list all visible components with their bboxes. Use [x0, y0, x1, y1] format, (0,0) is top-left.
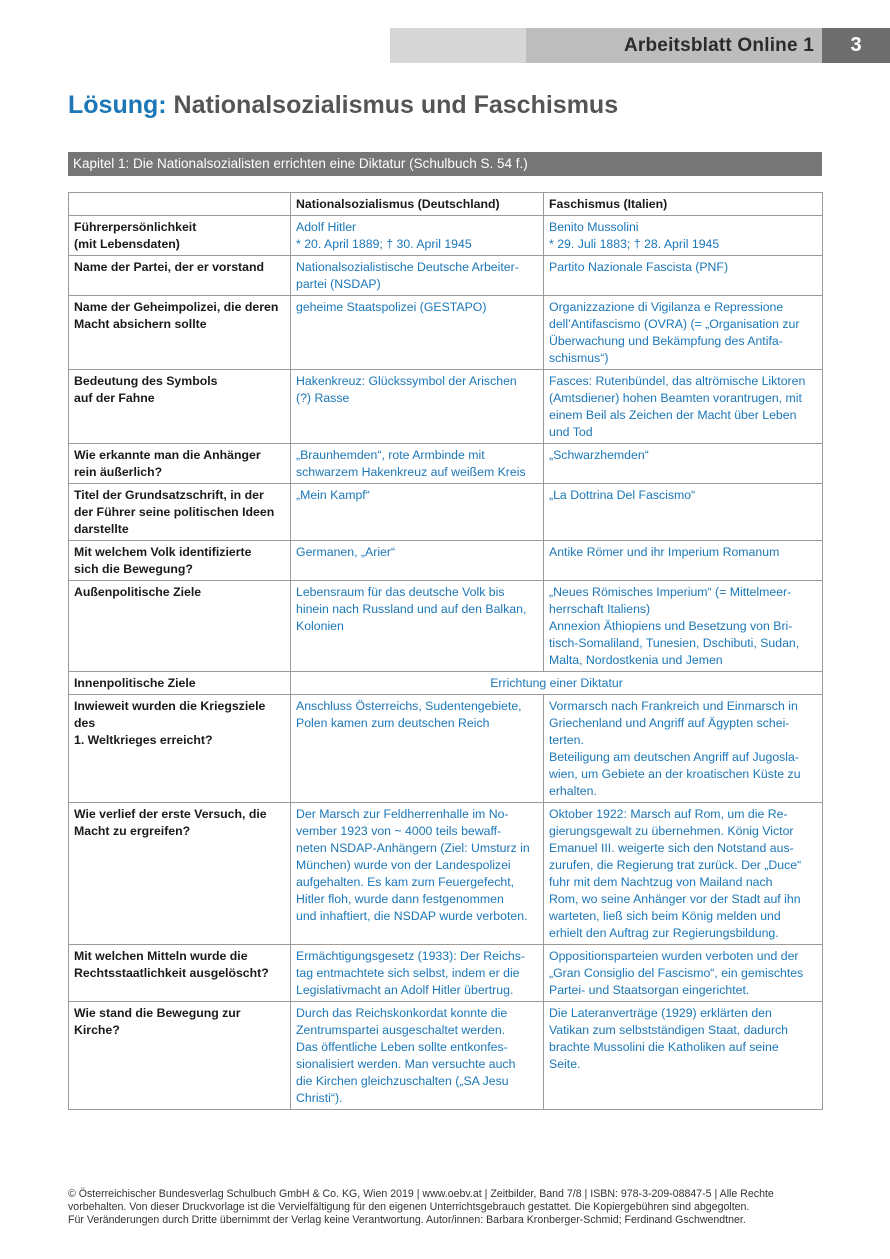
ns-answer-cell: geheime Staatspolizei (GESTAPO) — [291, 296, 544, 370]
table-row — [69, 945, 823, 1002]
comparison-table — [68, 192, 823, 1110]
header-light-segment — [390, 28, 526, 63]
fa-answer-cell: Oppositionsparteien wurden verboten und der „Gran Consiglio del Fascismo“, ein gemischtes Partei- und Staatsorgan eingerichtet. — [544, 945, 823, 1002]
ns-answer-cell: Der Marsch zur Feldherrenhalle im No- vember 1923 von ~ 4000 teils bewaff- neten NSDAP-Anhängern (Ziel: Umsturz in München) wurde von der Landespolizei aufgehalten. Es kam zum Feuergefecht, Hitler floh, wurde dann festgenommen und inhaftiert, die NSDAP wurde verboten. — [291, 803, 544, 945]
table-row — [69, 444, 823, 484]
ns-answer-cell: Nationalsozialistische Deutsche Arbeiter- partei (NSDAP) — [291, 256, 544, 296]
question-cell: Außenpolitische Ziele — [69, 581, 291, 672]
table-row — [69, 695, 823, 803]
ns-answer-cell: Anschluss Österreichs, Sudentengebiete, Polen kamen zum deutschen Reich — [291, 695, 544, 803]
footer — [68, 1188, 828, 1227]
fa-answer-cell: „La Dottrina Del Fascismo“ — [544, 484, 823, 541]
footer-line: Für Veränderungen durch Dritte übernimmt der Verlag keine Verantwortung. Autor/innen: Barbara Kronberger-Schmid; Ferdinand Gschwendtner. — [68, 1214, 746, 1226]
fa-answer-cell: „Neues Römisches Imperium“ (= Mittelmeer- herrschaft Italiens) Annexion Äthiopiens und Besetzung von Bri- tisch-Somaliland, Tunesien, Dschibuti, Sudan, Malta, Nordostkenia und Jemen — [544, 581, 823, 672]
fa-answer-cell: Oktober 1922: Marsch auf Rom, um die Re- gierungsgewalt zu übernehmen. König Victor Emanuel III. weigerte sich den Notstand aus- zurufen, die Regierung trat zurück. Der „Duce“ fuhr mit dem Nachtzug von Mailand nach Rom, wo seine Anhänger vor der Stadt auf ihn warteten, ließ sich beim König melden und erhielt den Auftrag zur Regierungsbildung. — [544, 803, 823, 945]
footer-line: © Österreichischer Bundesverlag Schulbuch GmbH & Co. KG, Wien 2019 | www.oebv.at | Zeitbilder, Band 7/8 | ISBN: 978-3-209-08847-5 | Alle Rechte — [68, 1188, 774, 1200]
column-header-ns: Nationalsozialismus (Deutschland) — [291, 193, 544, 216]
merged-answer-cell: Errichtung einer Diktatur — [291, 672, 823, 695]
question-cell: Name der Partei, der er vorstand — [69, 256, 291, 296]
fa-answer-cell: Partito Nazionale Fascista (PNF) — [544, 256, 823, 296]
question-cell: Mit welchen Mitteln wurde die Rechtsstaatlichkeit ausgelöscht? — [69, 945, 291, 1002]
ns-answer-cell: Hakenkreuz: Glückssymbol der Arischen (?) Rasse — [291, 370, 544, 444]
table-row — [69, 484, 823, 541]
header-bar — [390, 28, 890, 63]
table-row — [69, 581, 823, 672]
fa-answer-cell: Die Lateranverträge (1929) erklärten den Vatikan zum selbstständigen Staat, dadurch brachte Mussolini die Katholiken auf seine Seite. — [544, 1002, 823, 1110]
table-row — [69, 370, 823, 444]
fa-answer-cell: Organizzazione di Vigilanza e Repressione dell’Antifascismo (OVRA) (= „Organisation zur Überwachung und Bekämpfung des Antifa- schismus“) — [544, 296, 823, 370]
question-cell: Inwieweit wurden die Kriegsziele des 1. Weltkrieges erreicht? — [69, 695, 291, 803]
page-title — [68, 91, 618, 120]
question-cell: Name der Geheimpolizei, die deren Macht absichern sollte — [69, 296, 291, 370]
ns-answer-cell: Adolf Hitler * 20. April 1889; † 30. April 1945 — [291, 216, 544, 256]
table-row — [69, 803, 823, 945]
question-cell: Wie erkannte man die Anhänger rein äußerlich? — [69, 444, 291, 484]
fa-answer-cell: Benito Mussolini * 29. Juli 1883; † 28. April 1945 — [544, 216, 823, 256]
table-row — [69, 296, 823, 370]
column-header-fa: Faschismus (Italien) — [544, 193, 823, 216]
ns-answer-cell: Germanen, „Arier“ — [291, 541, 544, 581]
table-row — [69, 672, 823, 695]
ns-answer-cell: Durch das Reichskonkordat konnte die Zentrumspartei ausgeschaltet werden. Das öffentliche Leben sollte entkonfes- sionalisiert werden. Man versuchte auch die Kirchen gleichzuschalten („SA Jesu Christi“). — [291, 1002, 544, 1110]
column-header-question — [69, 193, 291, 216]
worksheet-title: Arbeitsblatt Online 1 — [623, 35, 814, 56]
question-cell: Mit welchem Volk identifizierte sich die Bewegung? — [69, 541, 291, 581]
ns-answer-cell: Ermächtigungsgesetz (1933): Der Reichs- tag entmachtete sich selbst, indem er die Legislativmacht an Adolf Hitler übertrug. — [291, 945, 544, 1002]
question-cell: Wie stand die Bewegung zur Kirche? — [69, 1002, 291, 1110]
question-cell: Titel der Grundsatzschrift, in der der Führer seine politischen Ideen darstellte — [69, 484, 291, 541]
page-number: 3 — [822, 28, 890, 63]
table-row — [69, 256, 823, 296]
chapter-heading: Kapitel 1: Die Nationalsozialisten errichten eine Diktatur (Schulbuch S. 54 f.) — [68, 152, 822, 176]
ns-answer-cell: „Mein Kampf“ — [291, 484, 544, 541]
fa-answer-cell: Fasces: Rutenbündel, das altrömische Liktoren (Amtsdiener) hohen Beamten vorantrugen, mit einem Beil als Zeichen der Macht über Leben und Tod — [544, 370, 823, 444]
footer-line: vorbehalten. Von dieser Druckvorlage ist die Vervielfältigung für den eigenen Unterrichtsgebrauch gestattet. Die Kopiergebühren sind abgegolten. — [68, 1201, 750, 1213]
question-cell: Bedeutung des Symbols auf der Fahne — [69, 370, 291, 444]
question-cell: Wie verlief der erste Versuch, die Macht zu ergreifen? — [69, 803, 291, 945]
question-cell: Innenpolitische Ziele — [69, 672, 291, 695]
table-row — [69, 216, 823, 256]
table-row — [69, 1002, 823, 1110]
fa-answer-cell: Vormarsch nach Frankreich und Einmarsch in Griechenland und Angriff auf Ägypten schei- terten. Beteiligung am deutschen Angriff auf Jugosla- wien, um Gebiete an der kroatischen Küste zu erhalten. — [544, 695, 823, 803]
page-title-prefix: Lösung: — [68, 91, 167, 119]
question-cell: Führerpersönlichkeit (mit Lebensdaten) — [69, 216, 291, 256]
table-header-row — [69, 193, 823, 216]
ns-answer-cell: „Braunhemden“, rote Armbinde mit schwarzem Hakenkreuz auf weißem Kreis — [291, 444, 544, 484]
fa-answer-cell: „Schwarzhemden“ — [544, 444, 823, 484]
page-title-text: Nationalsozialismus und Faschismus — [173, 91, 619, 119]
fa-answer-cell: Antike Römer und ihr Imperium Romanum — [544, 541, 823, 581]
table-row — [69, 541, 823, 581]
ns-answer-cell: Lebensraum für das deutsche Volk bis hinein nach Russland und auf den Balkan, Kolonien — [291, 581, 544, 672]
